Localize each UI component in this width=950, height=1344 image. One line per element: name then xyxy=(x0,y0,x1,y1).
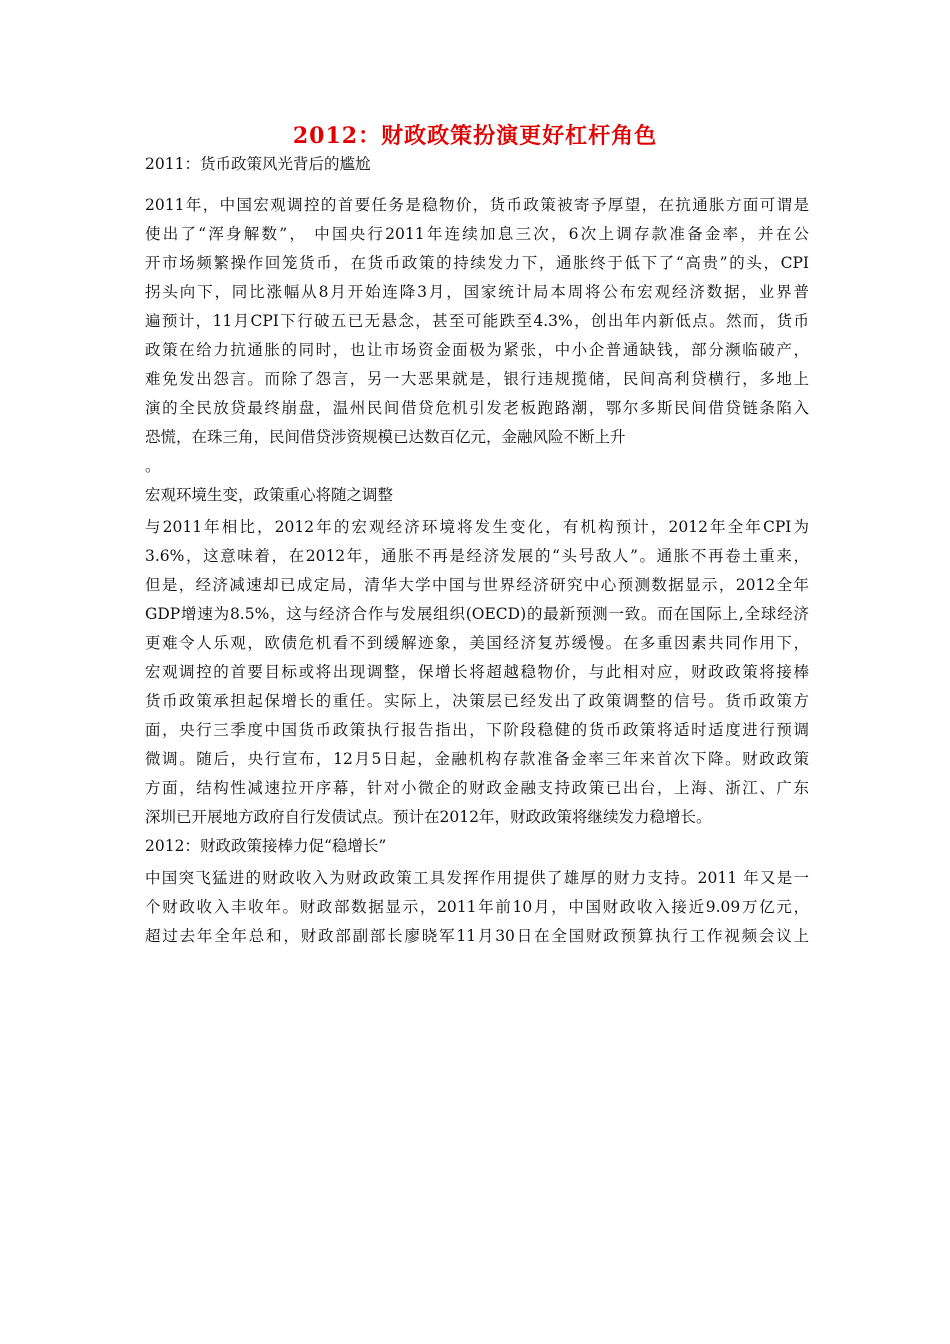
paragraph-line: 政策在给力抗通胀的同时，也让市场资金面极为紧张，中小企普通缺钱，部分濒临破产， xyxy=(145,341,809,359)
section-paragraph-2011 xyxy=(145,191,809,481)
paragraph-tail: 。 xyxy=(145,457,161,475)
paragraph-line: 恐慌，在珠三角，民间借贷涉资规模已达数百亿元，金融风险不断上升 xyxy=(145,428,626,446)
paragraph-line: 面，央行三季度中国货币政策执行报告指出，下阶段稳健的货币政策将适时适度进行预调 xyxy=(145,721,809,739)
paragraph-line: 个财政收入丰收年。财政部数据显示，2011年前10月，中国财政收入接近9.09万亿元， xyxy=(145,898,809,916)
paragraph-line: 使出了“浑身解数”， 中国央行2011年连续加息三次，6次上调存款准备金率，并在公 xyxy=(145,225,809,243)
paragraph-line: 宏观调控的首要目标或将出现调整，保增长将超越稳物价，与此相对应，财政政策将接棒 xyxy=(145,663,809,681)
section-paragraph-2012 xyxy=(145,864,809,951)
paragraph-line: 与2011年相比，2012年的宏观经济环境将发生变化，有机构预计，2012年全年CPI为 xyxy=(145,518,809,536)
paragraph-line: 3.6%，这意味着，在2012年，通胀不再是经济发展的“头号敌人”。通胀不再卷土重来， xyxy=(145,547,809,565)
paragraph-line: 2011年，中国宏观调控的首要任务是稳物价，货币政策被寄予厚望，在抗通胀方面可谓是 xyxy=(145,196,809,214)
paragraph-line: 遍预计，11月CPI下行破五已无悬念，甚至可能跌至4.3%，创出年内新低点。然而，货币 xyxy=(145,312,809,330)
paragraph-line: 但是，经济减速却已成定局，清华大学中国与世界经济研究中心预测数据显示，2012全年 xyxy=(145,576,809,594)
section-heading-macro: 宏观环境生变，政策重心将随之调整 xyxy=(145,486,394,504)
paragraph-line: 中国突飞猛进的财政收入为财政政策工具发挥作用提供了雄厚的财力支持。2011 年又是一 xyxy=(145,869,809,887)
paragraph-line: 难免发出怨言。而除了怨言，另一大恶果就是，银行违规揽储，民间高利贷横行，多地上 xyxy=(145,370,809,388)
paragraph-line: 方面，结构性减速拉开序幕，针对小微企的财政金融支持政策已出台，上海、浙江、广东 xyxy=(145,779,809,797)
section-heading-2012: 2012：财政政策接棒力促“稳增长” xyxy=(145,837,387,855)
paragraph-line: 开市场频繁操作回笼货币，在货币政策的持续发力下，通胀终于低下了“高贵”的头，CPI xyxy=(145,254,809,272)
paragraph-line: 更难令人乐观，欧债危机看不到缓解迹象，美国经济复苏缓慢。在多重因素共同作用下， xyxy=(145,634,809,652)
document-title: 2012：财政政策扮演更好杠杆角色 xyxy=(292,123,658,149)
paragraph-line: 深圳已开展地方政府自行发债试点。预计在2012年，财政政策将继续发力稳增长。 xyxy=(145,808,712,826)
paragraph-line: 货币政策承担起保增长的重任。实际上，决策层已经发出了政策调整的信号。货币政策方 xyxy=(145,692,809,710)
paragraph-line: 超过去年全年总和，财政部副部长廖晓军11月30日在全国财政预算执行工作视频会议上 xyxy=(145,927,809,945)
paragraph-line: 微调。随后，央行宣布，12月5日起，金融机构存款准备金率三年来首次下降。财政政策 xyxy=(145,750,809,768)
section-heading-2011: 2011：货币政策风光背后的尴尬 xyxy=(145,155,371,173)
document-body xyxy=(145,150,809,951)
paragraph-line: 拐头向下，同比涨幅从8月开始连降3月，国家统计局本周将公布宏观经济数据，业界普 xyxy=(145,283,809,301)
paragraph-line: GDP增速为8.5%，这与经济合作与发展组织(OECD)的最新预测一致。而在国际上,全球经济 xyxy=(145,605,809,623)
section-paragraph-macro xyxy=(145,513,809,832)
paragraph-line: 演的全民放贷最终崩盘，温州民间借贷危机引发老板跑路潮，鄂尔多斯民间借贷链条陷入 xyxy=(145,399,809,417)
